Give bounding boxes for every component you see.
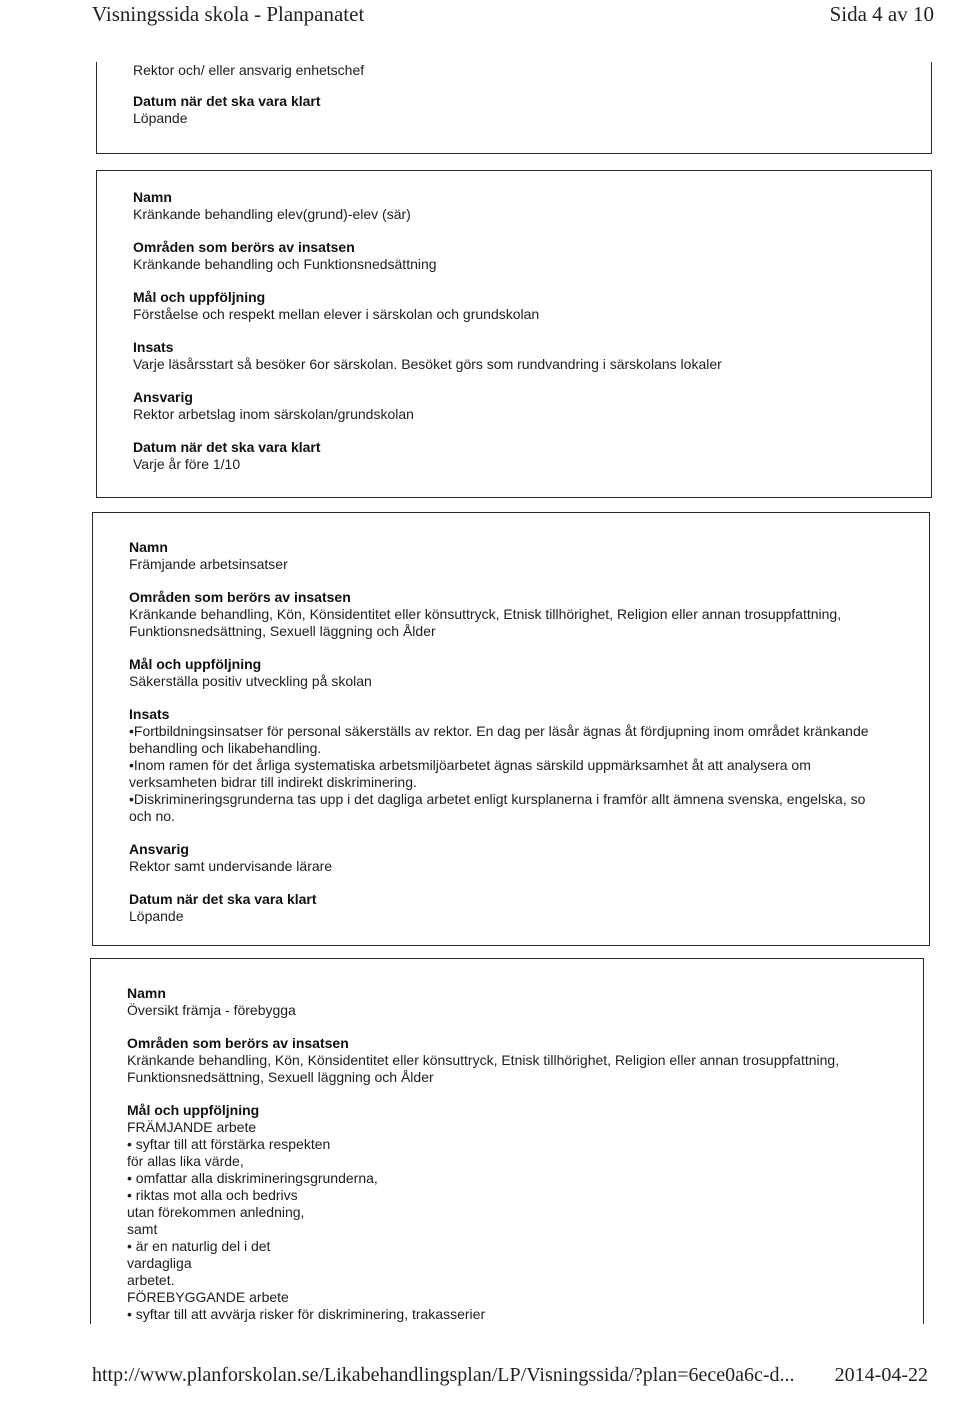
action-line: behandling och likabehandling. [129,740,322,756]
goal-line: FÖREBYGGANDE arbete [127,1289,289,1305]
responsible-value: Rektor samt undervisande lärare [129,858,333,874]
goal-line: arbetet. [127,1272,175,1288]
deadline-label: Datum när det ska vara klart [133,439,321,455]
action-line: •Inom ramen för det årliga systematiska arbetsmiljöarbetet ägnas särskild uppmärksamhet åt att analysera om [129,757,811,773]
goal-line: FRÄMJANDE arbete [127,1119,257,1135]
goal-line: • syftar till att avvärja risker för diskriminering, trakasserier [127,1306,486,1322]
plan-entry-continued [96,62,932,154]
action-line: •Diskrimineringsgrunderna tas upp i det dagliga arbetet enligt kursplanerna i framför allt ämnena svenska, engelska, so [129,791,866,807]
deadline-value: Löpande [129,908,184,924]
goal-line: • är en naturlig del i det [127,1238,271,1254]
goal-line: för allas lika värde, [127,1153,244,1169]
plan-entry-framjande [92,512,930,946]
action-label: Insats [133,339,174,355]
areas-label: Områden som berörs av insatsen [129,589,351,605]
areas-label: Områden som berörs av insatsen [133,239,355,255]
document-title: Visningssida skola - Planpanatet [92,2,365,26]
areas-value: Kränkande behandling och Funktionsnedsättning [133,256,437,272]
page-number: Sida 4 av 10 [829,2,934,26]
action-line: verksamheten bidrar till indirekt diskriminering. [129,774,417,790]
goal-line: • riktas mot alla och bedrivs [127,1187,298,1203]
name-label: Namn [129,539,168,555]
areas-label: Områden som berörs av insatsen [127,1035,349,1051]
deadline-label: Datum när det ska vara klart [129,891,317,907]
goal-value: Förståelse och respekt mellan elever i särskolan och grundskolan [133,306,540,322]
action-value [129,723,893,825]
plan-entry-krankande [96,170,932,498]
areas-line: Funktionsnedsättning, Sexuell läggning och Ålder [129,623,436,639]
goal-value: Säkerställa positiv utveckling på skolan [129,673,372,689]
name-value: Kränkande behandling elev(grund)-elev (sär) [133,206,411,222]
name-value: Främjande arbetsinsatser [129,556,288,572]
action-label: Insats [129,706,170,722]
goal-line: utan förekommen anledning, [127,1204,305,1220]
responsible-label: Ansvarig [133,389,193,405]
areas-value [127,1052,887,1086]
deadline-value: Löpande [133,110,188,126]
goal-label: Mål och uppföljning [129,656,262,672]
responsible-value: Rektor arbetslag inom särskolan/grundskolan [133,406,414,422]
areas-value [129,606,893,640]
name-value: Översikt främja - förebygga [127,1002,296,1018]
responsible-label: Ansvarig [129,841,189,857]
page-url: http://www.planforskolan.se/Likabehandlingsplan/LP/Visningssida/?plan=6ece0a6c-d... [92,1364,795,1386]
areas-line: Kränkande behandling, Kön, Könsidentitet eller könsuttryck, Etnisk tillhörighet, Religion eller annan trosuppfattning, [129,606,842,622]
deadline-label: Datum när det ska vara klart [133,93,321,109]
plan-entry-oversikt [90,958,924,1324]
goal-line: • syftar till att förstärka respekten [127,1136,331,1152]
action-line: •Fortbildningsinsatser för personal säkerställs av rektor. En dag per läsår ägnas åt fördjupning inom området kränkande [129,723,869,739]
action-line: och no. [129,808,175,824]
deadline-value: Varje år före 1/10 [133,456,241,472]
print-date: 2014-04-22 [834,1364,928,1386]
goal-label: Mål och uppföljning [133,289,266,305]
goal-label: Mål och uppföljning [127,1102,260,1118]
goal-line: samt [127,1221,158,1237]
goal-line: • omfattar alla diskrimineringsgrunderna, [127,1170,378,1186]
areas-line: Kränkande behandling, Kön, Könsidentitet eller könsuttryck, Etnisk tillhörighet, Religion eller annan trosuppfattning, [127,1052,840,1068]
goal-line: vardagliga [127,1255,192,1271]
goal-value [127,1119,887,1323]
name-label: Namn [133,189,172,205]
action-value: Varje läsårsstart så besöker 6or särskolan. Besöket görs som rundvandring i särskolans lokaler [133,356,722,372]
responsible-value: Rektor och/ eller ansvarig enhetschef [133,62,365,78]
name-label: Namn [127,985,166,1001]
areas-line: Funktionsnedsättning, Sexuell läggning och Ålder [127,1069,434,1085]
